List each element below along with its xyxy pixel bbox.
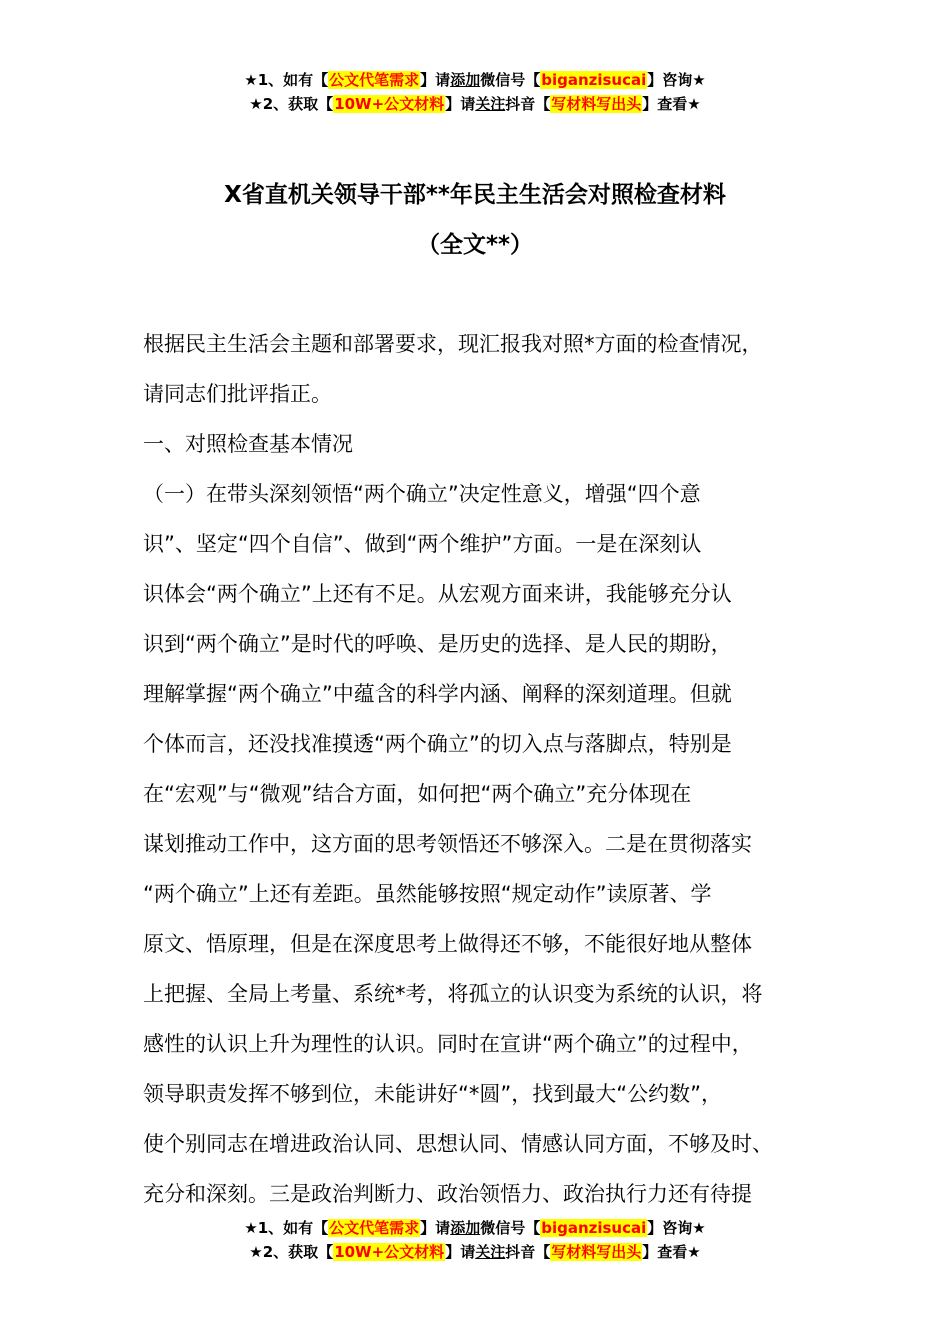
body-line: 原文、悟原理，但是在深度思考上做得还不够，不能很好地从整体: [143, 932, 752, 956]
banner-highlight: 写材料写出头: [551, 1243, 642, 1261]
body-line: 识体会“两个确立”上还有不足。从宏观方面来讲，我能够充分认: [143, 582, 732, 606]
banner-text: ★2、获取【: [249, 1243, 334, 1261]
banner-text: 】查看★: [642, 95, 701, 113]
banner-highlight: biganzisucai: [541, 71, 647, 89]
body-line: 感性的认识上升为理性的认识。同时在宣讲“两个确立”的过程中，: [143, 1032, 753, 1056]
body-line: （一）在带头深刻领悟“两个确立”决定性意义，增强“四个意: [143, 482, 701, 506]
banner-underline: 关注: [475, 95, 506, 113]
body-line: 根据民主生活会主题和部署要求，现汇报我对照*方面的检查情况，: [143, 332, 763, 356]
banner-text: 】咨询★: [647, 71, 706, 89]
banner-line-1: [0, 68, 950, 92]
banner-text: 】请: [420, 71, 451, 89]
banner-text: 抖音【: [505, 95, 551, 113]
banner-underline: 添加: [450, 71, 481, 89]
banner-text: 微信号【: [480, 1219, 541, 1237]
body-line: 请同志们批评指正。: [143, 382, 332, 406]
banner-line-2: [0, 1240, 950, 1264]
section-heading: 一、对照检查基本情况: [143, 432, 353, 456]
document-title: X省直机关领导干部**年民主生活会对照检查材料: [224, 182, 726, 208]
header-banner: [0, 68, 950, 116]
document-subtitle: （全文**）: [416, 232, 534, 258]
body-line: “两个确立”上还有差距。虽然能够按照“规定动作”读原著、学: [143, 882, 712, 906]
body-line: 识”、坚定“四个自信”、做到“两个维护”方面。一是在深刻认: [143, 532, 702, 556]
banner-text: 】请: [420, 1219, 451, 1237]
body-line: 理解掌握“两个确立”中蕴含的科学内涵、阐释的深刻道理。但就: [143, 682, 732, 706]
banner-text: 】咨询★: [647, 1219, 706, 1237]
body-line: 谋划推动工作中，这方面的思考领悟还不够深入。二是在贯彻落实: [143, 832, 752, 856]
banner-underline: 添加: [450, 1219, 481, 1237]
banner-text: 微信号【: [480, 71, 541, 89]
footer-banner: [0, 1216, 950, 1264]
body-line: 在“宏观”与“微观”结合方面，如何把“两个确立”充分体现在: [143, 782, 692, 806]
body-line: 识到“两个确立”是时代的呼唤、是历史的选择、是人民的期盼，: [143, 632, 732, 656]
banner-text: 】请: [445, 1243, 476, 1261]
banner-highlight: 10W+公文材料: [334, 95, 445, 113]
banner-text: 】请: [445, 95, 476, 113]
banner-highlight: 公文代笔需求: [329, 1219, 420, 1237]
banner-underline: 关注: [475, 1243, 506, 1261]
body-line: 使个别同志在增进政治认同、思想认同、情感认同方面，不够及时、: [143, 1132, 773, 1156]
body-line: 上把握、全局上考量、系统*考，将孤立的认识变为系统的认识，将: [143, 982, 763, 1006]
banner-highlight: biganzisucai: [541, 1219, 647, 1237]
banner-text: 】查看★: [642, 1243, 701, 1261]
banner-text: ★1、如有【: [244, 1219, 329, 1237]
body-line: 充分和深刻。三是政治判断力、政治领悟力、政治执行力还有待提: [143, 1182, 752, 1206]
body-line: 领导职责发挥不够到位，未能讲好“*圆”，找到最大“公约数”，: [143, 1082, 723, 1106]
banner-highlight: 10W+公文材料: [334, 1243, 445, 1261]
banner-highlight: 公文代笔需求: [329, 71, 420, 89]
banner-line-1: [0, 1216, 950, 1240]
banner-highlight: 写材料写出头: [551, 95, 642, 113]
banner-text: ★2、获取【: [249, 95, 334, 113]
banner-text: ★1、如有【: [244, 71, 329, 89]
banner-text: 抖音【: [505, 1243, 551, 1261]
body-line: 个体而言，还没找准摸透“两个确立”的切入点与落脚点，特别是: [143, 732, 732, 756]
banner-line-2: [0, 92, 950, 116]
